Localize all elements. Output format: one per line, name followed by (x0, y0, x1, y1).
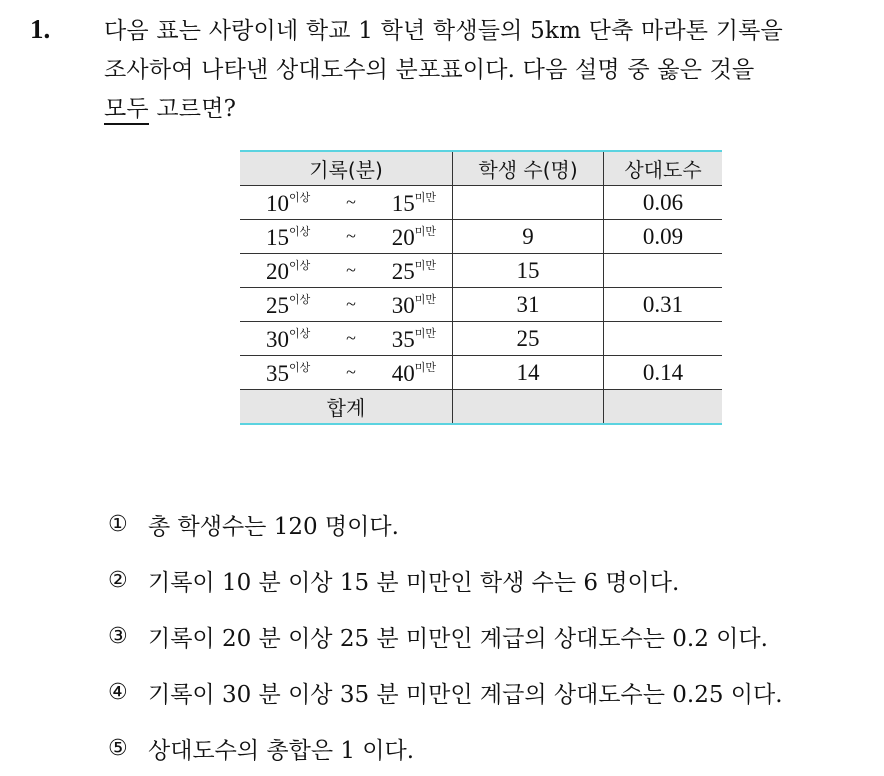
student-count: 15 (453, 254, 604, 288)
interval-lower (266, 359, 310, 387)
answer-option-5[interactable] (108, 720, 783, 776)
table-row (240, 322, 722, 356)
option-text: 상대도수의 총합은 1 이다. (148, 737, 415, 764)
table-row (240, 220, 722, 254)
interval-lower-value: 20 (266, 258, 289, 284)
total-count (453, 390, 604, 425)
tilde: ~ (346, 362, 356, 382)
interval-lower (266, 257, 310, 285)
tilde: ~ (346, 328, 356, 348)
option-text: 기록이 10 분 이상 15 분 미만인 학생 수는 6 명이다. (148, 569, 680, 596)
total-relative-frequency (604, 390, 723, 425)
tilde: ~ (346, 226, 356, 246)
option-marker: ② (108, 567, 128, 593)
question-number: 1. (30, 14, 51, 44)
interval-lower-value: 35 (266, 360, 289, 386)
class-interval (240, 223, 452, 251)
header-relative-frequency: 상대도수 (604, 151, 723, 186)
table-row (240, 254, 722, 288)
tilde: ~ (346, 294, 356, 314)
tilde: ~ (346, 192, 356, 212)
upper-suffix: 미만 (414, 360, 436, 374)
class-interval-cell (240, 288, 453, 322)
table-row (240, 356, 722, 390)
interval-upper (392, 359, 436, 387)
stem-line-3-rest: 고르면? (148, 96, 237, 122)
relative-frequency (604, 322, 723, 356)
interval-upper (392, 223, 436, 251)
option-marker: ③ (108, 623, 128, 649)
frequency-table (240, 150, 722, 425)
interval-lower-value: 25 (266, 292, 289, 318)
interval-upper-value: 20 (391, 224, 415, 250)
relative-frequency: 0.14 (604, 356, 723, 390)
interval-upper (392, 257, 436, 285)
class-interval-cell (240, 186, 453, 220)
answer-option-2[interactable] (108, 552, 783, 608)
lower-suffix: 이상 (289, 258, 311, 272)
question-stem (104, 12, 874, 129)
student-count: 25 (453, 322, 604, 356)
student-count: 31 (453, 288, 604, 322)
relative-frequency: 0.31 (604, 288, 723, 322)
table-row (240, 288, 722, 322)
answer-option-4[interactable] (108, 664, 783, 720)
class-interval (240, 257, 452, 285)
option-text: 기록이 30 분 이상 35 분 미만인 계급의 상대도수는 0.25 이다. (148, 681, 783, 708)
lower-suffix: 이상 (289, 224, 311, 238)
interval-lower-value: 30 (266, 326, 289, 352)
interval-upper-value: 25 (391, 258, 415, 284)
interval-lower (266, 189, 310, 217)
interval-upper-value: 15 (391, 190, 415, 216)
total-label: 합계 (240, 390, 453, 425)
tilde: ~ (346, 260, 356, 280)
option-marker: ④ (108, 679, 128, 705)
student-count: 9 (453, 220, 604, 254)
upper-suffix: 미만 (414, 326, 436, 340)
class-interval (240, 189, 452, 217)
answer-option-1[interactable] (108, 496, 783, 552)
upper-suffix: 미만 (414, 258, 436, 272)
class-interval (240, 291, 452, 319)
lower-suffix: 이상 (289, 292, 311, 306)
table-row (240, 186, 722, 220)
class-interval-cell (240, 322, 453, 356)
class-interval (240, 359, 452, 387)
answer-options (108, 496, 783, 776)
relative-frequency: 0.09 (604, 220, 723, 254)
upper-suffix: 미만 (414, 190, 436, 204)
interval-lower (266, 291, 310, 319)
interval-upper-value: 30 (391, 292, 415, 318)
upper-suffix: 미만 (414, 224, 436, 238)
lower-suffix: 이상 (289, 360, 311, 374)
class-interval-cell (240, 356, 453, 390)
class-interval-cell (240, 220, 453, 254)
table-header-row (240, 151, 722, 186)
table-total-row (240, 390, 722, 425)
option-marker: ⑤ (108, 735, 128, 761)
interval-upper-value: 35 (391, 326, 415, 352)
option-text: 총 학생수는 120 명이다. (148, 513, 399, 540)
class-interval-cell (240, 254, 453, 288)
student-count (453, 186, 604, 220)
answer-option-3[interactable] (108, 608, 783, 664)
interval-upper (392, 325, 436, 353)
student-count: 14 (453, 356, 604, 390)
interval-lower (266, 223, 310, 251)
stem-underlined-word: 모두 (104, 96, 149, 125)
lower-suffix: 이상 (289, 190, 311, 204)
table-body (240, 186, 722, 425)
option-text: 기록이 20 분 이상 25 분 미만인 계급의 상대도수는 0.2 이다. (148, 625, 768, 652)
interval-lower-value: 10 (266, 190, 289, 216)
relative-frequency: 0.06 (604, 186, 723, 220)
relative-frequency (604, 254, 723, 288)
option-marker: ① (108, 511, 128, 537)
stem-line-2: 조사하여 나타낸 상대도수의 분포표이다. 다음 설명 중 옳은 것을 (104, 57, 755, 83)
interval-lower-value: 15 (266, 224, 289, 250)
header-record: 기록(분) (240, 151, 453, 186)
interval-upper (392, 291, 436, 319)
stem-line-3 (104, 90, 874, 129)
interval-upper-value: 40 (391, 360, 415, 386)
interval-lower (266, 325, 310, 353)
lower-suffix: 이상 (289, 326, 311, 340)
interval-upper (392, 189, 436, 217)
header-students: 학생 수(명) (453, 151, 604, 186)
stem-line-1: 다음 표는 사랑이네 학교 1 학년 학생들의 5km 단축 마라톤 기록을 (104, 18, 783, 44)
upper-suffix: 미만 (414, 292, 436, 306)
class-interval (240, 325, 452, 353)
